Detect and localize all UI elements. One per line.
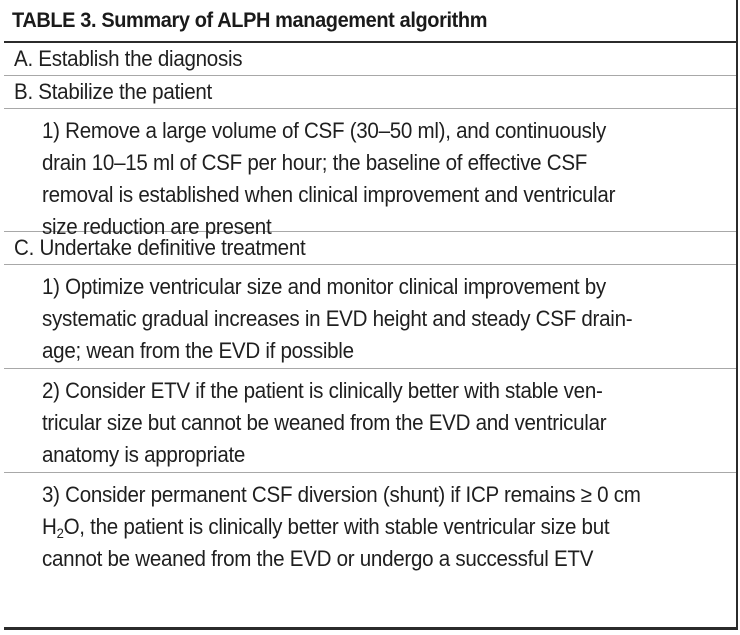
row-b1-line-3: removal is established when clinical improvement and ventricular: [42, 182, 616, 207]
row-b1-line-2: drain 10–15 ml of CSF per hour; the baseline of effective CSF: [42, 150, 588, 175]
row-c-text: C. Undertake definitive treatment: [14, 235, 306, 260]
row-c3-line-2: [42, 511, 691, 543]
table-row-a: [4, 43, 736, 76]
row-c3-line-1: 3) Consider permanent CSF diversion (shunt) if ICP remains ≥ 0 cm: [42, 482, 641, 507]
row-c3-line-3: cannot be weaned from the EVD or undergo a successful ETV: [42, 546, 594, 571]
row-c2-line-1: 2) Consider ETV if the patient is clinically better with stable ven-: [42, 378, 603, 403]
subscript-two: 2: [56, 525, 64, 541]
row-b1-line-1: 1) Remove a large volume of CSF (30–50 ml), and continuously: [42, 118, 606, 143]
table-row-c3: [4, 473, 736, 583]
row-c1-line-3: age; wean from the EVD if possible: [42, 338, 354, 363]
table-bottom-rule: [4, 627, 736, 630]
row-c2-line-3: anatomy is appropriate: [42, 442, 246, 467]
row-c1-line-1: 1) Optimize ventricular size and monitor clinical improvement by: [42, 274, 606, 299]
table-row-c2: [4, 369, 736, 473]
row-c3-line-2-rest: O, the patient is clinically better with stable ventricular size but: [63, 514, 610, 539]
table-row-c: [4, 232, 736, 265]
row-b1-line-4: size reduction are present: [42, 214, 272, 239]
row-c1-line-2: systematic gradual increases in EVD height and steady CSF drain-: [42, 306, 633, 331]
summary-table: [4, 0, 738, 630]
table-row-c1: [4, 265, 736, 369]
h-symbol: H: [42, 514, 57, 539]
table-row-b: [4, 76, 736, 109]
row-c2-line-2: tricular size but cannot be weaned from the EVD and ventricular: [42, 410, 607, 435]
table-title-bar: [4, 0, 736, 43]
table-title: TABLE 3. Summary of ALPH management algorithm: [12, 8, 488, 32]
table-row-b1: [4, 109, 736, 239]
row-a-text: A. Establish the diagnosis: [14, 46, 243, 71]
row-b-text: B. Stabilize the patient: [14, 79, 212, 104]
